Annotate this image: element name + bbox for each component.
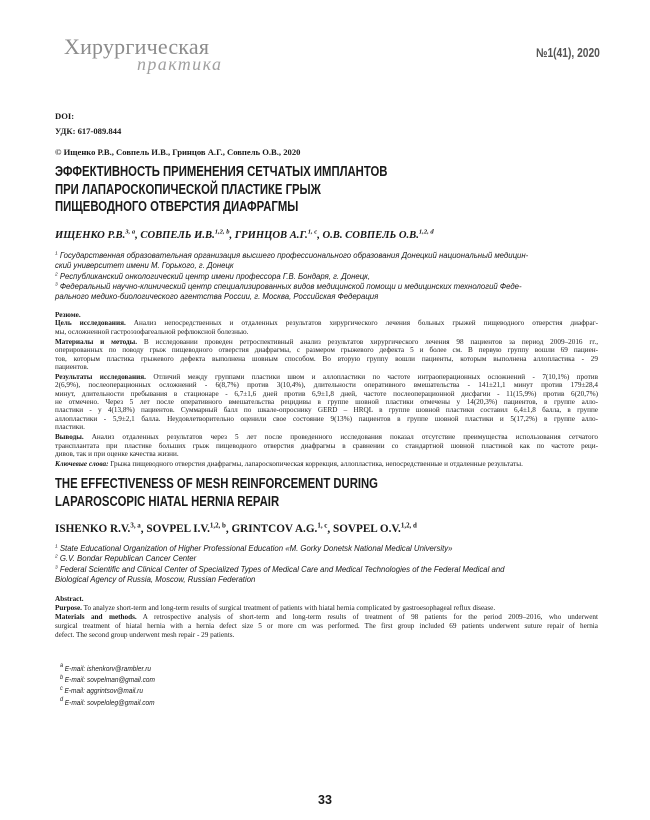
text-line: мы, осложненной гастроэзофагеальной рефлюксной болезнью.	[55, 327, 249, 336]
authors-ru	[55, 229, 434, 243]
abstract-methods	[55, 338, 598, 372]
text-line	[55, 433, 598, 441]
affiliation-line: Biological Agency of Russia, Moscow, Russian Federation	[55, 574, 256, 584]
author-name: О.В. СОВПЕЛЬ О.В.	[322, 230, 419, 241]
text-line: пластики - у 4(13,8%) пациентов. Суммарный балл по шкале-опроснику GERD – HRQL в группе шовной пластики составил 6,4±1,8 балла, в группе	[55, 406, 598, 415]
journal-logo-title: Хирургическая	[64, 34, 210, 59]
footnote	[60, 697, 155, 708]
author-affiliation-mark: 1, c	[307, 228, 318, 236]
author-affiliation-mark: 3, a	[125, 228, 136, 236]
abstract-heading	[55, 311, 598, 319]
abstract-keywords	[55, 460, 598, 468]
affiliations-en	[55, 544, 598, 585]
affiliation-text: Federal Scientific and Clinical Center of Specialized Types of Medical Care and Medical Technologies of the Federal Medical and	[59, 564, 505, 574]
footnote-email[interactable]: E-mail: sovpelman@gmail.com	[64, 675, 155, 685]
author-affiliation-mark: 1,2, d	[400, 521, 417, 530]
author-affiliation-mark: 1,2, b	[209, 521, 226, 530]
author-name: SOVPEL I.V.	[146, 523, 210, 535]
affiliation-number: 3	[55, 565, 58, 570]
keywords-text: Грыжа пищеводного отверстия диафрагмы, лапароскопическая коррекция, аллопластика, непосредственные и отдаленные результаты.	[110, 459, 523, 468]
text-line-content: Отличий между группами пластики швом и аллопластики по частоте интраоперационных осложнений - 7(10,1%) против	[153, 372, 598, 381]
journal-logo-subtitle: практика	[137, 54, 223, 74]
affiliation-text: Государственная образовательная организация высшего профессионального образования Донецкий национальный медицин-	[59, 251, 529, 260]
footnote-email[interactable]: E-mail: sovpeloleg@gmail.com	[64, 697, 155, 707]
footnote-letter: a	[60, 662, 64, 670]
author-affiliation-mark: 3, a	[130, 521, 141, 530]
text-line	[55, 338, 598, 346]
footnote-email[interactable]: E-mail: ishenkorv@rambler.ru	[64, 664, 152, 673]
text-line: оперированных по поводу грыж пищеводного отверстия диафрагмы, с размером грыжевого дефекта 5 и более см. В первую группу вошли 69 пациен-	[55, 346, 598, 355]
footnote	[60, 663, 155, 674]
page-number: 33	[318, 793, 332, 807]
abstract-aim	[55, 319, 598, 336]
text-line: surgical treatment of hiatal hernia with a hernia defect size 5 or more cm was performed. The first group included 69 patients underwent suture repair of hernia	[55, 622, 598, 630]
text-line	[55, 460, 598, 468]
author-separator: ,	[140, 523, 147, 535]
author-name: ГРИНЦОВ А.Г.	[234, 230, 308, 241]
text-line: тов, которым пластика грыжевого дефекта выполнена шовным способом. Во вторую группу вошли пациенты, которым выполнена аллопластика - 29	[55, 354, 598, 363]
text-line-content: Анализ непосредственных и отдаленных результатов хирургического лечения больных грыжей пищеводного отверстия диафраг-	[133, 319, 598, 328]
title-line: THE EFFECTIVENESS OF MESH REINFORCEMENT DURING	[55, 476, 378, 492]
section-label: Материалы и методы.	[55, 337, 138, 346]
footnote-letter: d	[60, 696, 64, 704]
text-line	[55, 604, 598, 613]
abstract-heading	[55, 595, 598, 604]
author-name: ИЩЕНКО Р.В.	[55, 230, 126, 241]
author-separator: ,	[317, 230, 323, 241]
text-line: аллопластики - 5,9±2,1 балла. Неудовлетворительно оценили свое состояние 9(13%) пациентов в группе шовной пластики и 5(17,2%) в группе алло-	[55, 414, 598, 423]
footnote-letter: b	[60, 673, 64, 681]
article-title-ru	[55, 164, 492, 217]
doi-line: DOI:	[55, 111, 75, 121]
affiliation-line	[55, 282, 598, 292]
affiliation-text: State Educational Organization of Higher Professional Education «M. Gorky Donetsk National Medical University»	[59, 544, 453, 553]
section-label: Materials and methods.	[55, 613, 137, 621]
abstract-heading-text: Резюме.	[55, 311, 81, 319]
text-line: defect. The second group underwent mesh repair - 29 patients.	[55, 631, 235, 639]
author-separator: ,	[327, 523, 333, 535]
section-label: Цель исследования.	[55, 319, 126, 328]
footnote-letter: c	[60, 684, 63, 692]
title-line: LAPAROSCOPIC HIATAL HERNIA REPAIR	[55, 493, 280, 510]
section-label: Результаты исследования.	[55, 372, 146, 381]
text-line-content: To analyze short-term and long-term results of surgical treatment of patients with hiatal hernia complicated by gastroesophageal reflux disease.	[83, 604, 496, 612]
affiliation-number: 2	[55, 272, 58, 277]
affiliation-line: ский университет имени М. Горького, г. Донецк	[55, 261, 234, 271]
udk-line: УДК: 617-089.844	[55, 126, 122, 136]
affiliation-text: Республиканский онкологический центр имени профессора Г.В. Бондаря, г. Донецк,	[59, 271, 371, 281]
text-line: минут, длительности пребывания в стационаре - 6,7±1,6 дней против 6,9±1,8 дней, частоте послеоперационной дисфагии - 11(15,9%) против 6(20,7%)	[55, 389, 598, 398]
section-label: Выводы.	[55, 433, 84, 442]
text-line	[55, 373, 598, 381]
issue-number: №1(41), 2020	[536, 46, 600, 60]
affiliation-text: Федеральный научно-клинический центр специализированных видов медицинской помощи и медицинских технологий Феде-	[59, 281, 522, 291]
affiliation-number: 1	[55, 544, 58, 550]
text-line: трансплантата при пластике больших грыж пищеводного отверстия диафрагмы в сравнении со стандартной шовной пластикой как по частоте реци-	[55, 441, 598, 450]
text-line: не отмечено. Через 5 лет после оперативного вмешательства рецидивы в группе шовной пластики отмечены у 14(20,3%) пациентов, в группе алло-	[55, 398, 598, 407]
affiliation-number: 2	[55, 554, 58, 560]
text-line: дивов, так и при оценке качества жизни.	[55, 450, 179, 458]
text-line-content: В исследовании проведен ретроспективный анализ результатов хирургического лечения 98 пациентов за период 2009–2016 гг.,	[143, 337, 599, 346]
title-line: ПРИ ЛАПАРОСКОПИЧЕСКОЙ ПЛАСТИКЕ ГРЫЖ	[55, 181, 321, 198]
author-separator: ,	[229, 230, 235, 241]
abstract-ru	[55, 311, 598, 470]
text-line	[55, 613, 598, 622]
affiliations-ru	[55, 251, 598, 302]
author-separator: ,	[225, 523, 232, 535]
text-line-content: A retrospective analysis of short-term and long-term results of treatment of 98 patients for the period 2009–2016, who underwent	[142, 613, 598, 621]
text-line: 2(6,9%), послеоперационных осложнений - 6(8,7%) против 3(10,4%), длительности оперативного вмешательства - 141±21,1 минут против 179±28,4	[55, 381, 598, 390]
author-name: GRINTCOV A.G.	[231, 523, 318, 535]
affiliation-line	[55, 544, 598, 554]
title-line: ПИЩЕВОДНОГО ОТВЕРСТИЯ ДИАФРАГМЫ	[55, 199, 299, 215]
text-line	[55, 319, 598, 327]
authors-en	[55, 522, 417, 536]
text-line: пластики.	[55, 423, 85, 432]
footnote-email[interactable]: E-mail: aggrintsov@mail.ru	[64, 686, 144, 696]
text-line: пациентов.	[55, 362, 89, 371]
affiliation-number: 3	[55, 282, 58, 288]
abstract-en	[55, 595, 598, 640]
footnote	[60, 674, 155, 685]
author-name: ISHENKO R.V.	[55, 523, 131, 535]
abstract-results	[55, 373, 598, 432]
title-line: ЭФФЕКТИВНОСТЬ ПРИМЕНЕНИЯ СЕТЧАТЫХ ИМПЛАНТОВ	[55, 164, 388, 180]
text-line-content: Анализ отдаленных результатов через 5 лет после проведенного исследования показал отсутствие преимущества использования сетчатого	[91, 433, 599, 442]
affiliation-line	[55, 251, 598, 261]
copyright-line: © Ищенко Р.В., Совпель И.В., Гринцов А.Г., Совпель О.В., 2020	[55, 147, 301, 157]
affiliation-line	[55, 565, 598, 575]
section-label: Purpose.	[55, 604, 82, 612]
author-separator: ,	[135, 230, 141, 241]
affiliation-line	[55, 554, 598, 564]
affiliation-line	[55, 272, 598, 282]
author-name: СОВПЕЛЬ И.В.	[140, 230, 215, 241]
abstract-heading-text: Abstract.	[55, 595, 84, 603]
affiliation-text: G.V. Bondar Republican Cancer Center	[59, 554, 197, 564]
abstract-conclusions	[55, 433, 598, 458]
footnote	[60, 685, 155, 696]
author-affiliation-mark: 1, c	[317, 521, 328, 530]
keywords-label: Ключевые слова:	[55, 459, 109, 468]
author-name: SOVPEL O.V.	[332, 523, 401, 535]
article-title-en	[55, 476, 492, 511]
footnotes	[60, 663, 155, 708]
author-affiliation-mark: 1,2, b	[214, 228, 230, 236]
affiliation-number: 1	[55, 251, 58, 257]
author-affiliation-mark: 1,2, d	[418, 228, 434, 236]
affiliation-line: рального медико-биологического агентства России, г. Москва, Российская Федерация	[55, 292, 379, 302]
